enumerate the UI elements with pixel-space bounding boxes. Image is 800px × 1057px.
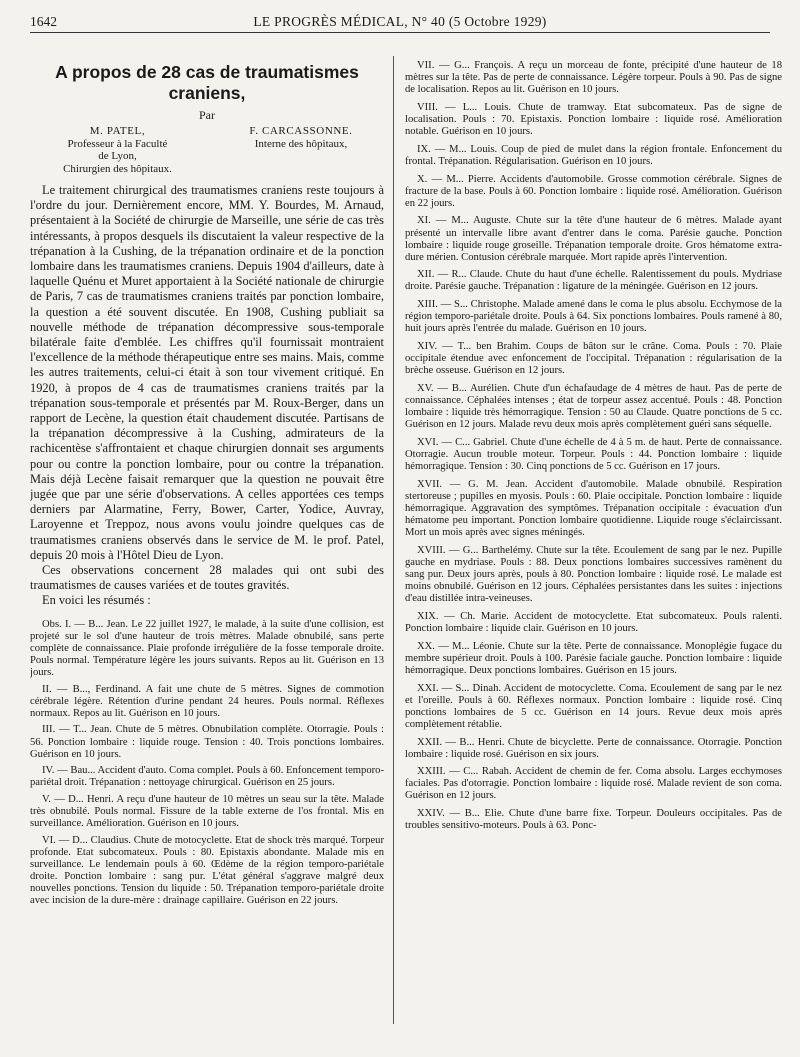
author-role: Professeur à la Faculté xyxy=(67,137,168,150)
author-role: Chirurgien des hôpitaux. xyxy=(63,162,172,175)
case-entry: XIX. — Ch. Marie. Accident de motocyclette. Etat subcomateux. Pouls ralenti. Ponction lombaire : liquide clair. Guérison en 10 jours. xyxy=(405,610,782,634)
case-entry: XVI. — C... Gabriel. Chute d'une échelle de 4 à 5 m. de haut. Perte de connaissance. Otorragie. Aucun trouble moteur. Torpeur. Pouls : 44. Ponction lombaire : liquide hémorragique. Tension : 30. Cinq ponctions de 5 cc. Guérison en 17 jours. xyxy=(405,436,782,473)
article-title: A propos de 28 cas de traumatismes craniens, xyxy=(55,62,359,103)
page-number: 1642 xyxy=(30,14,57,29)
author-name: F. CARCASSONNE. xyxy=(249,125,353,137)
byline-par: Par xyxy=(199,108,215,122)
case-entry: XV. — B... Aurélien. Chute d'un échafaudage de 4 mètres de haut. Pas de perte de connaissance. Céphalées intenses ; état de torpeur assez accentué. Pouls : 48. Ponction lombaire : liquide très hémorragique. Tension : 50 au Claude. Quatre ponctions de 5 cc. Guérison en 12 jours. Malade revu deux mois après complètement guéri sans séquelle. xyxy=(405,382,782,431)
case-entry: XXIII. — C... Rabah. Accident de chemin de fer. Coma absolu. Larges ecchymoses faciales. Pas d'otorragie. Ponction lombaire : liquide rosé. Malade revient de son coma. Guérison en 12 jours. xyxy=(405,766,782,802)
intro-paragraph: Le traitement chirurgical des traumatismes craniens reste toujours à l'ordre du jour. Dernièrement encore, MM. Y. Bourdes, M. Arnaud, présentaient à la Société de chirurgie de Marseille, une série de cas très intéressants, à propos desquels ils discutaient la valeur respective de la trépanation à la Cushing, de la trépanation ordinaire et de la ponction lombaire dans les traumatismes craniens. Depuis 1904 d'ailleurs, date à laquelle Quénu et Muret apportaient à la Société nationale de chirurgie de Paris, 7 cas de traumatismes craniens traités par ponction lombaire, la question a été souvent discutée. En 1908, Cushing publiait sa nouvelle méthode de trépanation décompressive sous-temporale bilatérale faite d'emblée. Les chiffres qu'il fournissait montraient l'excellence de la méthode thérapeutique entre ses mains. Mais, comme les autres traitements, celui-ci était à son tour vivement critiqué. En 1920, à propos de 4 cas de traumatismes craniens traités par la trépanation sous-temporale et présentés par M. Roux-Berger, dans un rapport de Lecène, la question était chaudement discutée. Partisans de la trépanation décompressive à la Cushing, admirateurs de la rachicentèse s'affrontaient et chaque chirurgien donnait ses arguments pour ou contre la ponction lombaire, pour ou contre la trépanation. Mais déjà Lecène faisait remarquer que la question ne pouvait être jugée que par une série d'observations. A celles apportées ces temps derniers par Alarmatine, Ferry, Bower, Carter, Yodice, Auvray, Laroyenne et Treppoz, nous avons voulu joindre quelques cas de traumatismes craniens observés dans le service de M. le prof. Patel, depuis 20 mois à l'Hôtel Dieu de Lyon. xyxy=(30,183,384,562)
author-role: de Lyon, xyxy=(98,150,137,162)
author-carcassonne xyxy=(218,125,384,150)
column-rule xyxy=(393,56,394,1024)
right-column xyxy=(405,60,782,838)
page-header xyxy=(30,10,770,33)
case-entry: Obs. I. — B... Jean. Le 22 juillet 1927, le malade, à la suite d'une collision, est projeté sur le sol d'une hauteur de trois mètres. Malade obnubilé, sans perte complète de connaissance. Plaie profonde irrégulière de la fosse temporale droite. Pouls normal. Température légère les jours suivants. Repos au lit. Guérison en 13 jours. xyxy=(30,618,384,679)
intro-text xyxy=(30,183,384,609)
case-entry: IV. — Bau... Accident d'auto. Coma complet. Pouls à 60. Enfoncement temporo-pariétal droit. Trépanation : nettoyage chirurgical. Guérison en 25 jours. xyxy=(30,765,384,789)
journal-title: LE PROGRÈS MÉDICAL, N° 40 (5 Octobre 1929) xyxy=(253,14,547,29)
case-entry: XXII. — B... Henri. Chute de bicyclette. Perte de connaissance. Otorragie. Ponction lombaire : liquide rosé. Guérison en six jours. xyxy=(405,736,782,760)
case-entry: VI. — D... Claudius. Chute de motocyclette. Etat de shock très marqué. Torpeur profonde. Etat subcomateux. Pouls : 80. Epistaxis abondante. Malade mis en surveillance. Le lendemain pouls à 60. Œdème de la région temporo-pariétale droite. Ponction lombaire : sang pur. L'état général s'aggrave malgré deux nouvelles ponctions. Tension du liquide : 50. Trépanation temporo-pariétale droite avec incision de la dure-mère : drainage capillaire. Guérison en 22 jours. xyxy=(30,834,384,907)
case-list-left xyxy=(30,619,384,908)
case-entry: XI. — M... Auguste. Chute sur la tête d'une hauteur de 6 mètres. Malade ayant présenté un intervalle libre avant d'entrer dans le coma. Parésie gauche. Ponction lombaire : liquide rouge groseille. Trépanation temporale droite. Gros hématome extra-dure mérien. Contusion cérébrale marquée. Mort rapide après l'intervention. xyxy=(405,215,782,263)
case-entry: XXI. — S... Dinah. Accident de motocyclette. Coma. Ecoulement de sang par le nez et l'oreille. Pouls à 60. Réflexes normaux. Ponction lombaire : liquide rosé. Cinq ponctions lombaires de 5 cc. Guérison en 14 jours. Revue deux mois après complètement rétablie. xyxy=(405,682,782,730)
case-entry: IX. — M... Louis. Coup de pied de mulet dans la région frontale. Enfoncement du frontal. Trépanation. Régularisation. Guérison en 10 jours. xyxy=(405,143,782,167)
case-entry: X. — M... Pierre. Accidents d'automobile. Grosse commotion cérébrale. Signes de fracture de la base. Pouls à 60. Ponction lombaire : liquide rosé. Amélioration. Guérison en 22 jours. xyxy=(405,173,782,209)
intro-paragraph: Ces observations concernent 28 malades qui ont subi des traumatismes de causes variées et de toutes gravités. xyxy=(30,563,384,593)
case-entry: XVII. — G. M. Jean. Accident d'automobile. Malade obnubilé. Respiration stertoreuse ; pupilles en myosis. Pouls : 60. Plaie occipitale. Ponction lombaire : liquide hémorragique. Aggravation des symptômes. Trépanation occipitale : évacuation d'un hématome peu important. Ponction lombaire quotidienne. Liquide rouge s'éclaircissant. Mort un mois après avec signes méningés. xyxy=(405,478,782,539)
case-entry: XIV. — T... ben Brahim. Coups de bâton sur le crâne. Coma. Pouls : 70. Plaie occipitale étendue avec enfoncement de l'occipital. Trépanation : régularisation de la brèche osseuse. Guérison en 12 jours. xyxy=(405,341,782,377)
case-entry: XXIV. — B... Elie. Chute d'une barre fixe. Torpeur. Douleurs occipitales. Pas de troubles sensitivo-moteurs. Pouls à 63. Ponc- xyxy=(405,808,782,832)
left-column xyxy=(30,58,384,912)
case-entry: V. — D... Henri. A reçu d'une hauteur de 10 mètres un seau sur la tête. Malade très obnubilé. Pouls normal. Fissure de la table externe de l'os frontal. Mis en surveillance. Amélioration. Guérison en 10 jours. xyxy=(30,793,384,830)
case-entry: XVIII. — G... Barthelémy. Chute sur la tête. Ecoulement de sang par le nez. Pupille gauche en mydriase. Pouls : 88. Deux ponctions lombaires successives ramènent du sang pur. Deux jours après, pouls à 80. Ponction lombaire : liquide rosé. Le malade est moins obnubilé. Guérison en 12 jours. Céphalées persistantes dans les suites : injections d'eau distillée intra-veineuses. xyxy=(405,544,782,605)
case-entry: XIII. — S... Christophe. Malade amené dans le coma le plus absolu. Ecchymose de la région temporo-pariétale droite. Pouls à 64. Six ponctions lombaires. Pouls ramené à 80, huit jours après l'entrée du malade. Guérison en 10 jours. xyxy=(405,299,782,335)
case-entry: VII. — G... François. A reçu un morceau de fonte, précipité d'une hauteur de 18 mètres sur la tête. Pas de perte de connaissance. Légère torpeur. Pouls à 90. Pas de signe de localisation. Repos au lit. Guérison en 10 jours. xyxy=(405,60,782,96)
case-entry: II. — B..., Ferdinand. A fait une chute de 5 mètres. Signes de commotion cérébrale légère. Rétention d'urine pendant 24 heures. Pouls normal. Réflexes normaux. Repos au lit. Guérison en 10 jours. xyxy=(30,683,384,719)
author-patel xyxy=(30,125,205,175)
author-role: Interne des hôpitaux, xyxy=(254,137,348,150)
case-entry: XII. — R... Claude. Chute du haut d'une échelle. Ralentissement du pouls. Mydriase droite. Parésie gauche. Trépanation : ligature de la méningée. Guérison en 12 jours. xyxy=(405,269,782,293)
case-entry: III. — T... Jean. Chute de 5 mètres. Obnubilation complète. Otorragie. Pouls : 56. Ponction lombaire : liquide rouge. Tension : 40. Trois ponctions lombaires. Guérison en 10 jours. xyxy=(30,724,384,760)
case-entry: XX. — M... Léonie. Chute sur la tête. Perte de connaissance. Monoplégie fugace du membre supérieur droit. Pouls à 100. Parésie faciale gauche. Ponction lombaire : liquide hémorragique. Deux ponctions lombaires. Guérison en 15 jours. xyxy=(405,640,782,676)
case-entry: VIII. — L... Louis. Chute de tramway. Etat subcomateux. Pas de signe de localisation. Pouls : 70. Epistaxis. Ponction lombaire : liquide rosé. Amélioration notable. Guérison en 10 jours. xyxy=(405,101,782,138)
authors-block xyxy=(30,125,384,175)
author-name: M. PATEL, xyxy=(89,125,146,137)
intro-paragraph: En voici les résumés : xyxy=(42,593,151,608)
